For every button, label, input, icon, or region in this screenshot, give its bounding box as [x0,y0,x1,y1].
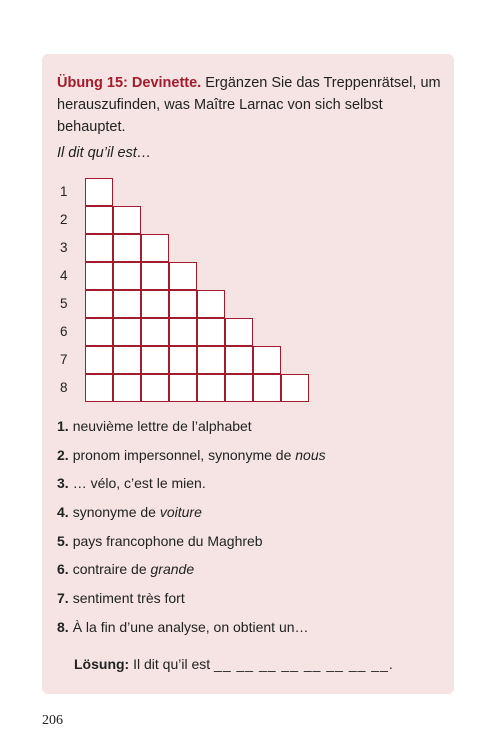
grid-cell[interactable] [281,374,309,402]
grid-cell[interactable] [85,206,113,234]
grid-cell[interactable] [85,290,113,318]
row-number: 4 [60,268,68,283]
clue-text: pays francophone du Maghreb [72,532,263,549]
row-number: 7 [60,352,68,367]
grid-cell[interactable] [225,318,253,346]
clue-text: sentiment très fort [72,590,185,607]
clue-item [57,529,447,558]
solution-label: Lösung: [74,656,130,672]
grid-cell[interactable] [225,346,253,374]
grid-cell[interactable] [225,374,253,402]
grid-cell[interactable] [141,290,169,318]
grid-cell[interactable] [85,262,113,290]
clue-text: contraire de [72,561,151,578]
grid-cell[interactable] [85,318,113,346]
clue-number: 6. [57,561,69,578]
grid-cell[interactable] [85,346,113,374]
clue-number: 8. [57,618,69,635]
clue-number: 7. [57,590,69,607]
clue-number: 4. [57,504,69,521]
grid-cell[interactable] [113,206,141,234]
grid-cell[interactable] [197,290,225,318]
grid-cell[interactable] [197,374,225,402]
grid-cell[interactable] [113,290,141,318]
clue-item [57,586,447,615]
solution-end: . [388,656,393,672]
clue-number: 1. [57,418,69,434]
solution-line [74,656,393,672]
clue-item [57,615,447,644]
grid-cell[interactable] [141,374,169,402]
clue-list [57,414,447,644]
clue-text: nous [295,446,326,463]
grid-cell[interactable] [253,374,281,402]
clue-text: … vélo, c’est le mien. [72,475,206,492]
grid-cell[interactable] [113,374,141,402]
grid-cell[interactable] [113,234,141,262]
clue-item [57,557,447,586]
row-number: 2 [60,212,68,227]
row-number: 5 [60,296,68,311]
clue-item [57,443,447,472]
clue-item [57,471,447,500]
clue-text: neuvième lettre de l’alphabet [72,418,252,434]
exercise-subtitle: Il dit qu’il est… [57,145,152,161]
clue-text: synonyme de [72,504,160,521]
grid-cell[interactable] [169,318,197,346]
exercise-instruction: Ergänzen Sie das Treppenrätsel, um herauszufinden, was Maître Larnac von sich selbst behauptet. [57,75,441,135]
clue-number: 5. [57,532,69,549]
grid-cell[interactable] [197,318,225,346]
grid-cell[interactable] [113,318,141,346]
solution-blanks[interactable]: __ __ __ __ __ __ __ __ [214,656,389,672]
grid-cell[interactable] [169,374,197,402]
grid-cell[interactable] [141,234,169,262]
grid-cell[interactable] [85,234,113,262]
grid-cell[interactable] [169,346,197,374]
grid-cell[interactable] [141,318,169,346]
grid-cell[interactable] [85,178,113,206]
row-number: 6 [60,324,68,339]
grid-cell[interactable] [141,346,169,374]
row-number: 8 [60,380,68,395]
exercise-heading [57,72,447,138]
row-number: 1 [60,184,68,199]
clue-item [57,414,447,443]
grid-cell[interactable] [169,290,197,318]
clue-number: 3. [57,475,69,492]
grid-cell[interactable] [169,262,197,290]
clue-item [57,500,447,529]
row-number: 3 [60,240,68,255]
solution-text: Il dit qu’il est [133,656,211,672]
grid-cell[interactable] [85,374,113,402]
clue-text: voiture [159,504,202,521]
grid-cell[interactable] [253,346,281,374]
page-number: 206 [42,713,63,728]
grid-cell[interactable] [113,262,141,290]
exercise-title: Übung 15: Devinette. [57,75,202,91]
grid-cell[interactable] [141,262,169,290]
grid-cell[interactable] [113,346,141,374]
clue-text: À la fin d’une analyse, on obtient un… [72,618,309,635]
clue-number: 2. [57,446,69,463]
grid-cell[interactable] [197,346,225,374]
clue-text: pronom impersonnel, synonyme de [72,446,296,463]
clue-text: grande [150,561,195,578]
